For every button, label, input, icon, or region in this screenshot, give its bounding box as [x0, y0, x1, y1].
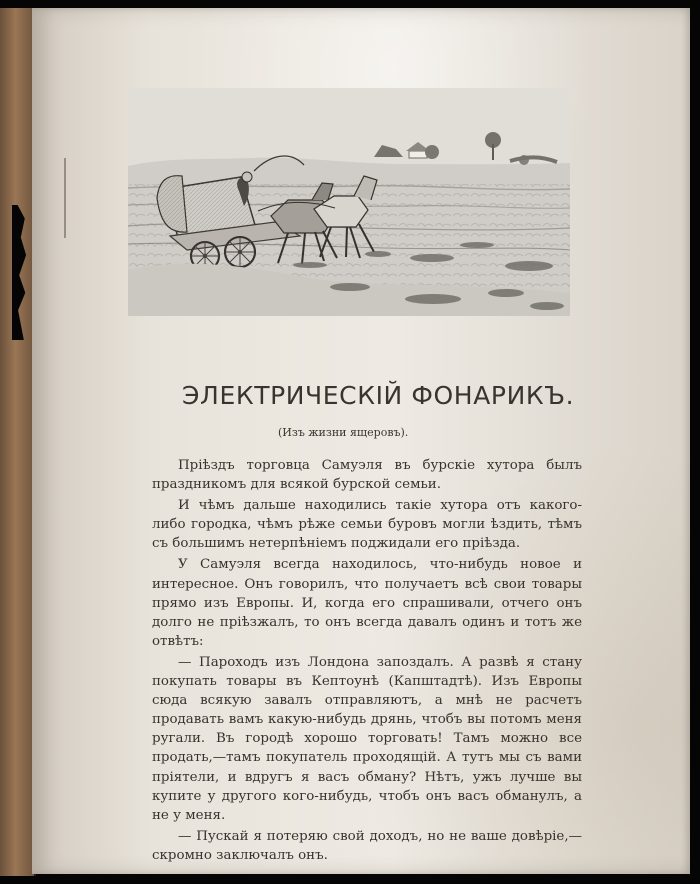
story-body	[152, 456, 582, 865]
engraving-illustration	[128, 88, 570, 316]
staple-mark	[64, 158, 74, 238]
paragraph: Прiѣздъ торговца Самуэля въ бурскiе хутора былъ праздникомъ для всякой бурской семьи.	[152, 458, 582, 493]
paragraph: И чѣмъ дальше находились такiе хутора отъ какого-либо городка, чѣмъ рѣже семьи буровъ могли ѣздить, тѣмъ съ большимъ нетерпѣнiемъ поджидали его прiѣзда.	[152, 498, 582, 552]
story-title: ЭЛЕКТРИЧЕСКIЙ ФОНАРИКЪ.	[182, 381, 575, 410]
book-page	[32, 8, 690, 874]
paragraph: У Самуэля всегда находилось, что-нибудь новое и интересное. Онъ говорилъ, что получаетъ всѣ свои товары прямо изъ Европы. И, когда его спрашивали, отчего онъ долго не прiѣзжалъ, то онъ всегда давалъ одинъ и тотъ же отвѣтъ:	[152, 557, 582, 649]
paragraph: — Пароходъ изъ Лондона запоздалъ. А развѣ я стану покупать товары въ Кептоунѣ (Капштадтѣ). Изъ Европы сюда всякую завалъ отправляютъ, а мнѣ не расчетъ продавать вамъ какую-нибудь дрянь, чтобъ вы потомъ меня ругали. Въ городѣ хорошо торговать! Тамъ можно все продать,—тамъ покупатель проходящiй. А тутъ мы съ вами прiятели, и вдругъ я васъ обману? Нѣтъ, ужъ лучше вы купите у другого кого-нибудь, чтобъ онъ васъ обманулъ, а не у меня.	[152, 654, 582, 823]
cart-illustration	[128, 88, 570, 316]
left-page-edge	[0, 8, 36, 876]
paragraph: — Пускай я потеряю свой доходъ, но не ваше довѣрiе,—скромно заключалъ онъ.	[152, 828, 582, 863]
story-subtitle: (Изъ жизни ящеровъ).	[278, 426, 409, 439]
